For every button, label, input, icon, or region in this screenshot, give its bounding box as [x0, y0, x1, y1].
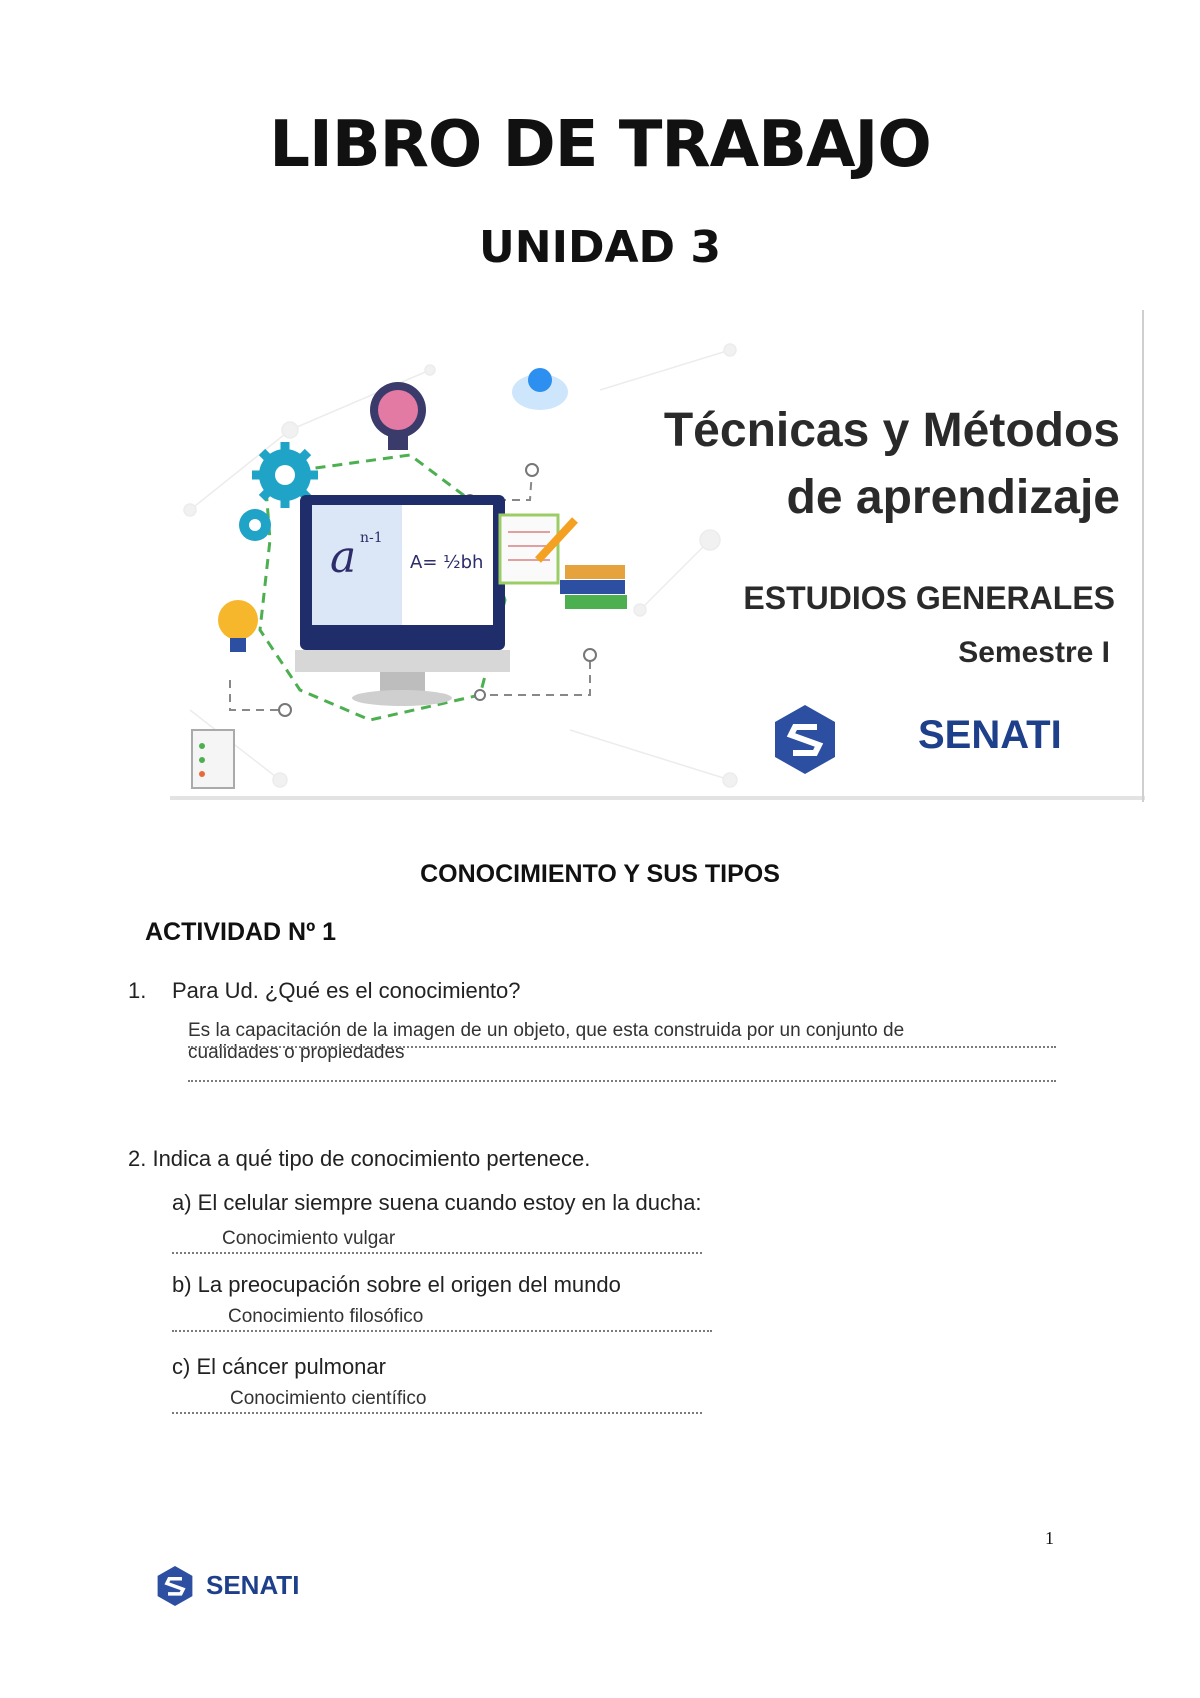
banner-course-line2: de aprendizaje: [786, 471, 1120, 524]
svg-text:a: a: [330, 532, 357, 583]
svg-text:A= ½bh: A= ½bh: [410, 552, 484, 573]
banner-divider: [1142, 310, 1144, 802]
answer-line: [188, 1046, 1056, 1048]
banner-logo-text: SENATI: [918, 713, 1062, 757]
answer-line: [172, 1412, 702, 1414]
question-2b-text: b) La preocupación sobre el origen del mundo: [172, 1272, 621, 1297]
question-1-answer: Es la capacitación de la imagen de un objeto, que esta construida por un conjunto de cualidades o propiedades: [188, 1020, 905, 1063]
section-title: CONOCIMIENTO Y SUS TIPOS: [420, 860, 780, 888]
svg-text:n-1: n-1: [360, 530, 383, 546]
answer-line: [172, 1252, 702, 1254]
banner-semester: Semestre I: [958, 636, 1110, 669]
question-2a-answer: Conocimiento vulgar: [222, 1228, 396, 1249]
question-2b-answer: Conocimiento filosófico: [228, 1306, 424, 1327]
activity-title: ACTIVIDAD Nº 1: [145, 918, 337, 946]
answer-line: [172, 1330, 712, 1332]
answer-line: [188, 1080, 1056, 1082]
banner-program: ESTUDIOS GENERALES: [743, 580, 1115, 616]
page-number: 1: [1045, 1528, 1054, 1548]
unit-title: UNIDAD 3: [479, 222, 721, 273]
question-2c-answer: Conocimiento científico: [230, 1388, 427, 1409]
question-2a-text: a) El celular siempre suena cuando estoy en la ducha:: [172, 1190, 702, 1215]
question-1-number: 1.: [128, 978, 147, 1003]
document-title: LIBRO DE TRABAJO: [269, 108, 931, 182]
banner-course-line1: Técnicas y Métodos: [663, 404, 1120, 457]
senati-logo-icon: [155, 1566, 195, 1606]
question-1-text: Para Ud. ¿Qué es el conocimiento?: [172, 978, 521, 1003]
footer-logo-text: SENATI: [206, 1570, 300, 1600]
question-2c-text: c) El cáncer pulmonar: [172, 1354, 386, 1379]
question-2-text: 2. Indica a qué tipo de conocimiento pertenece.: [128, 1146, 591, 1171]
